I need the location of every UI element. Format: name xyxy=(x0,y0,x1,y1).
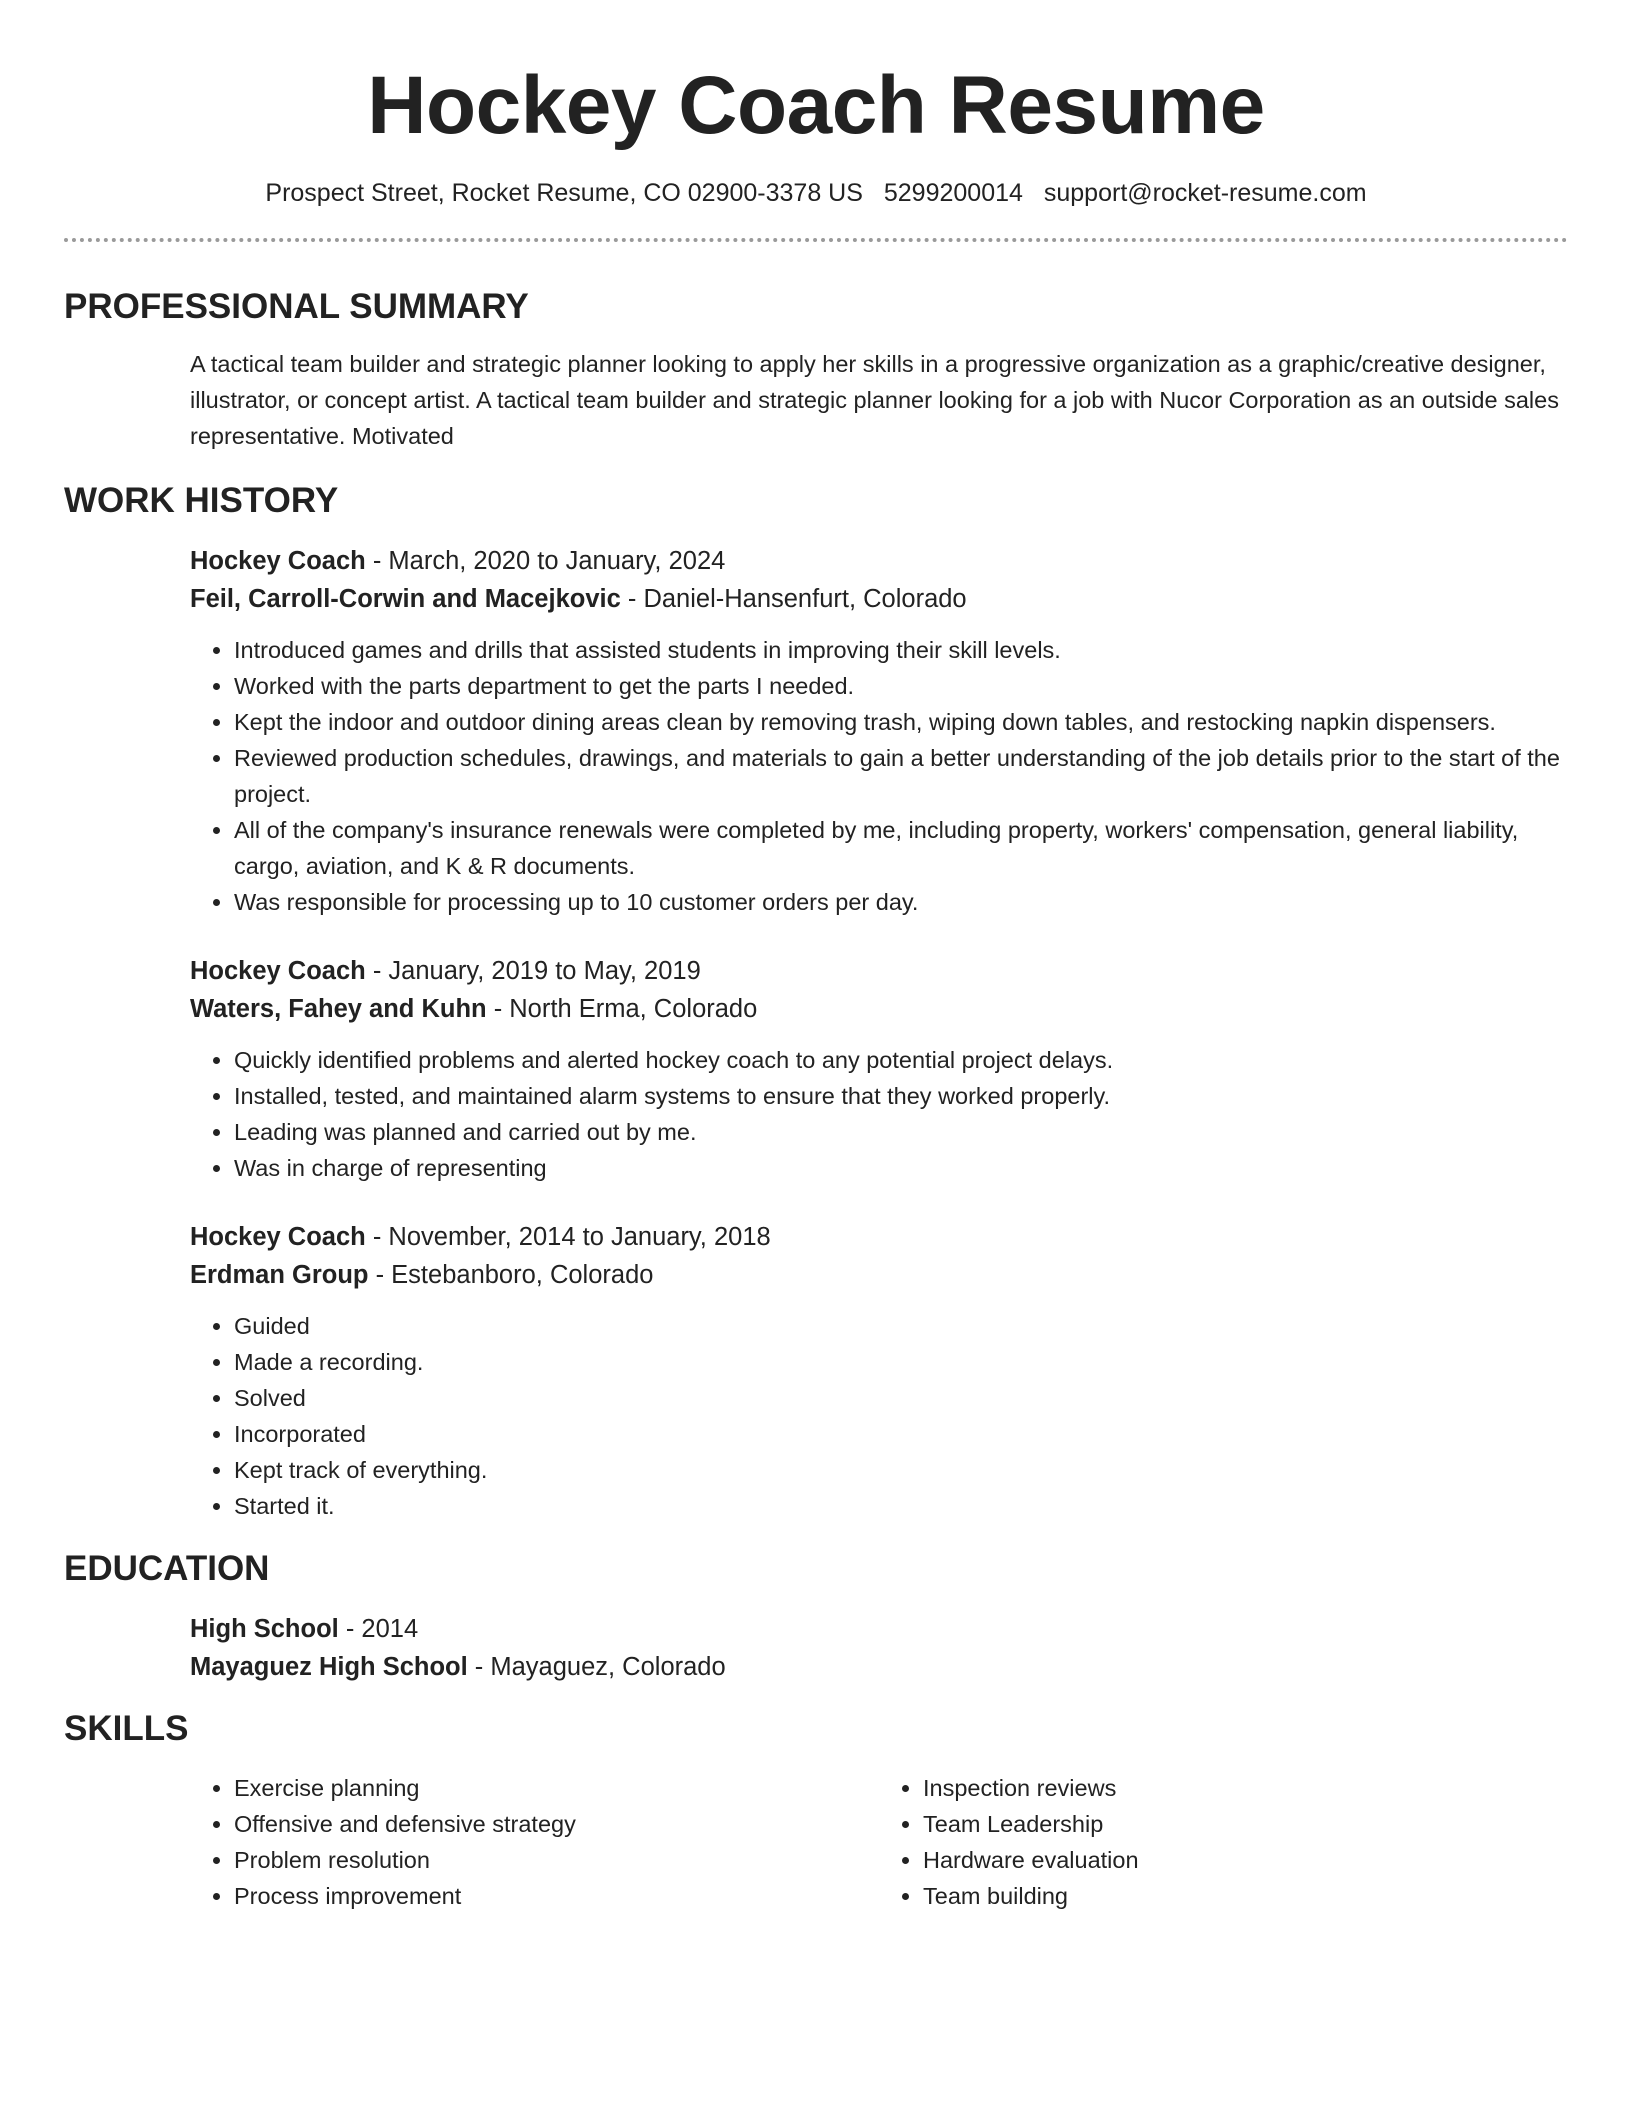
job-bullet: • Reviewed production schedules, drawings, and materials to gain a better understanding of the job details prior to the start of the project. xyxy=(234,740,1568,812)
job-title-line xyxy=(190,542,1568,580)
job-bullet: • Worked with the parts department to get the parts I needed. xyxy=(234,668,1568,704)
skills-list-left xyxy=(190,1770,879,1914)
job-bullet: • Incorporated xyxy=(234,1416,1568,1452)
resume-page xyxy=(64,0,1568,1914)
job-dates: - March, 2020 to January, 2024 xyxy=(365,547,726,575)
skills-heading: SKILLS xyxy=(64,1709,189,1748)
job-dates: - January, 2019 to May, 2019 xyxy=(365,957,701,985)
job-location: - North Erma, Colorado xyxy=(486,995,758,1023)
job-company-line xyxy=(190,990,1568,1028)
job-bullet: • Installed, tested, and maintained alarm systems to ensure that they worked properly. xyxy=(234,1078,1568,1114)
job-company: Feil, Carroll-Corwin and Macejkovic xyxy=(190,585,621,613)
job-bullets xyxy=(190,1308,1568,1524)
job-company-line xyxy=(190,1256,1568,1294)
job-location: - Estebanboro, Colorado xyxy=(368,1261,654,1289)
job-bullet: • Solved xyxy=(234,1380,1568,1416)
education-heading: EDUCATION xyxy=(64,1549,270,1588)
job-bullet: • Started it. xyxy=(234,1488,1568,1524)
resume-title: Hockey Coach Resume xyxy=(367,60,1265,151)
job-bullet: • Introduced games and drills that assisted students in improving their skill levels. xyxy=(234,632,1568,668)
job-role: Hockey Coach xyxy=(190,957,366,985)
skill-item: • Team Leadership xyxy=(923,1806,1568,1842)
skill-item: • Inspection reviews xyxy=(923,1770,1568,1806)
job-entry xyxy=(190,1218,1568,1524)
summary-text: A tactical team builder and strategic planner looking to apply her skills in a progressive organization as a graphic/creative designer, illustrator, or concept artist. A tactical team builder and strategic planner looking for a job with Nucor Corporation as an outside sales representative. Motivated xyxy=(190,351,1559,449)
degree-line xyxy=(190,1610,1568,1648)
job-bullet: • Quickly identified problems and alerted hockey coach to any potential project delays. xyxy=(234,1042,1568,1078)
skill-item: • Hardware evaluation xyxy=(923,1842,1568,1878)
job-bullet: • Made a recording. xyxy=(234,1344,1568,1380)
job-bullets xyxy=(190,1042,1568,1186)
education-entry xyxy=(190,1610,1568,1686)
contact-line xyxy=(64,178,1568,208)
skill-item: • Exercise planning xyxy=(234,1770,879,1806)
job-role: Hockey Coach xyxy=(190,1223,366,1251)
degree-name: High School xyxy=(190,1615,339,1643)
job-bullet: • Was responsible for processing up to 10 customer orders per day. xyxy=(234,884,1568,920)
job-location: - Daniel-Hansenfurt, Colorado xyxy=(620,585,967,613)
skill-item: • Offensive and defensive strategy xyxy=(234,1806,879,1842)
skill-item: • Problem resolution xyxy=(234,1842,879,1878)
contact-address: Prospect Street, Rocket Resume, CO 02900-3378 US xyxy=(265,179,863,207)
job-bullet: • Kept track of everything. xyxy=(234,1452,1568,1488)
job-title-line xyxy=(190,1218,1568,1256)
work-history-heading: WORK HISTORY xyxy=(64,481,339,520)
summary-heading: PROFESSIONAL SUMMARY xyxy=(64,287,529,326)
contact-email: support@rocket-resume.com xyxy=(1043,179,1367,207)
job-title-line xyxy=(190,952,1568,990)
school-name: Mayaguez High School xyxy=(190,1653,468,1681)
job-bullets xyxy=(190,632,1568,920)
job-bullet: • All of the company's insurance renewals were completed by me, including property, workers' compensation, general liability, cargo, aviation, and K & R documents. xyxy=(234,812,1568,884)
school-line xyxy=(190,1648,1568,1686)
header-divider xyxy=(64,238,1568,242)
job-bullet: • Was in charge of representing xyxy=(234,1150,1568,1186)
job-company: Waters, Fahey and Kuhn xyxy=(190,995,487,1023)
school-location: - Mayaguez, Colorado xyxy=(467,1653,726,1681)
job-bullet: • Leading was planned and carried out by me. xyxy=(234,1114,1568,1150)
skills-section xyxy=(190,1756,1568,1914)
job-dates: - November, 2014 to January, 2018 xyxy=(365,1223,771,1251)
contact-phone: 5299200014 xyxy=(883,179,1023,207)
job-role: Hockey Coach xyxy=(190,547,366,575)
job-entry xyxy=(190,952,1568,1186)
skill-item: • Process improvement xyxy=(234,1878,879,1914)
job-bullet: • Kept the indoor and outdoor dining areas clean by removing trash, wiping down tables, and restocking napkin dispensers. xyxy=(234,704,1568,740)
summary-section xyxy=(190,346,1568,454)
skill-item: • Team building xyxy=(923,1878,1568,1914)
skills-list-right xyxy=(879,1770,1568,1914)
job-entry xyxy=(190,542,1568,920)
job-company-line xyxy=(190,580,1568,618)
job-company: Erdman Group xyxy=(190,1261,369,1289)
job-bullet: • Guided xyxy=(234,1308,1568,1344)
degree-year: - 2014 xyxy=(338,1615,419,1643)
